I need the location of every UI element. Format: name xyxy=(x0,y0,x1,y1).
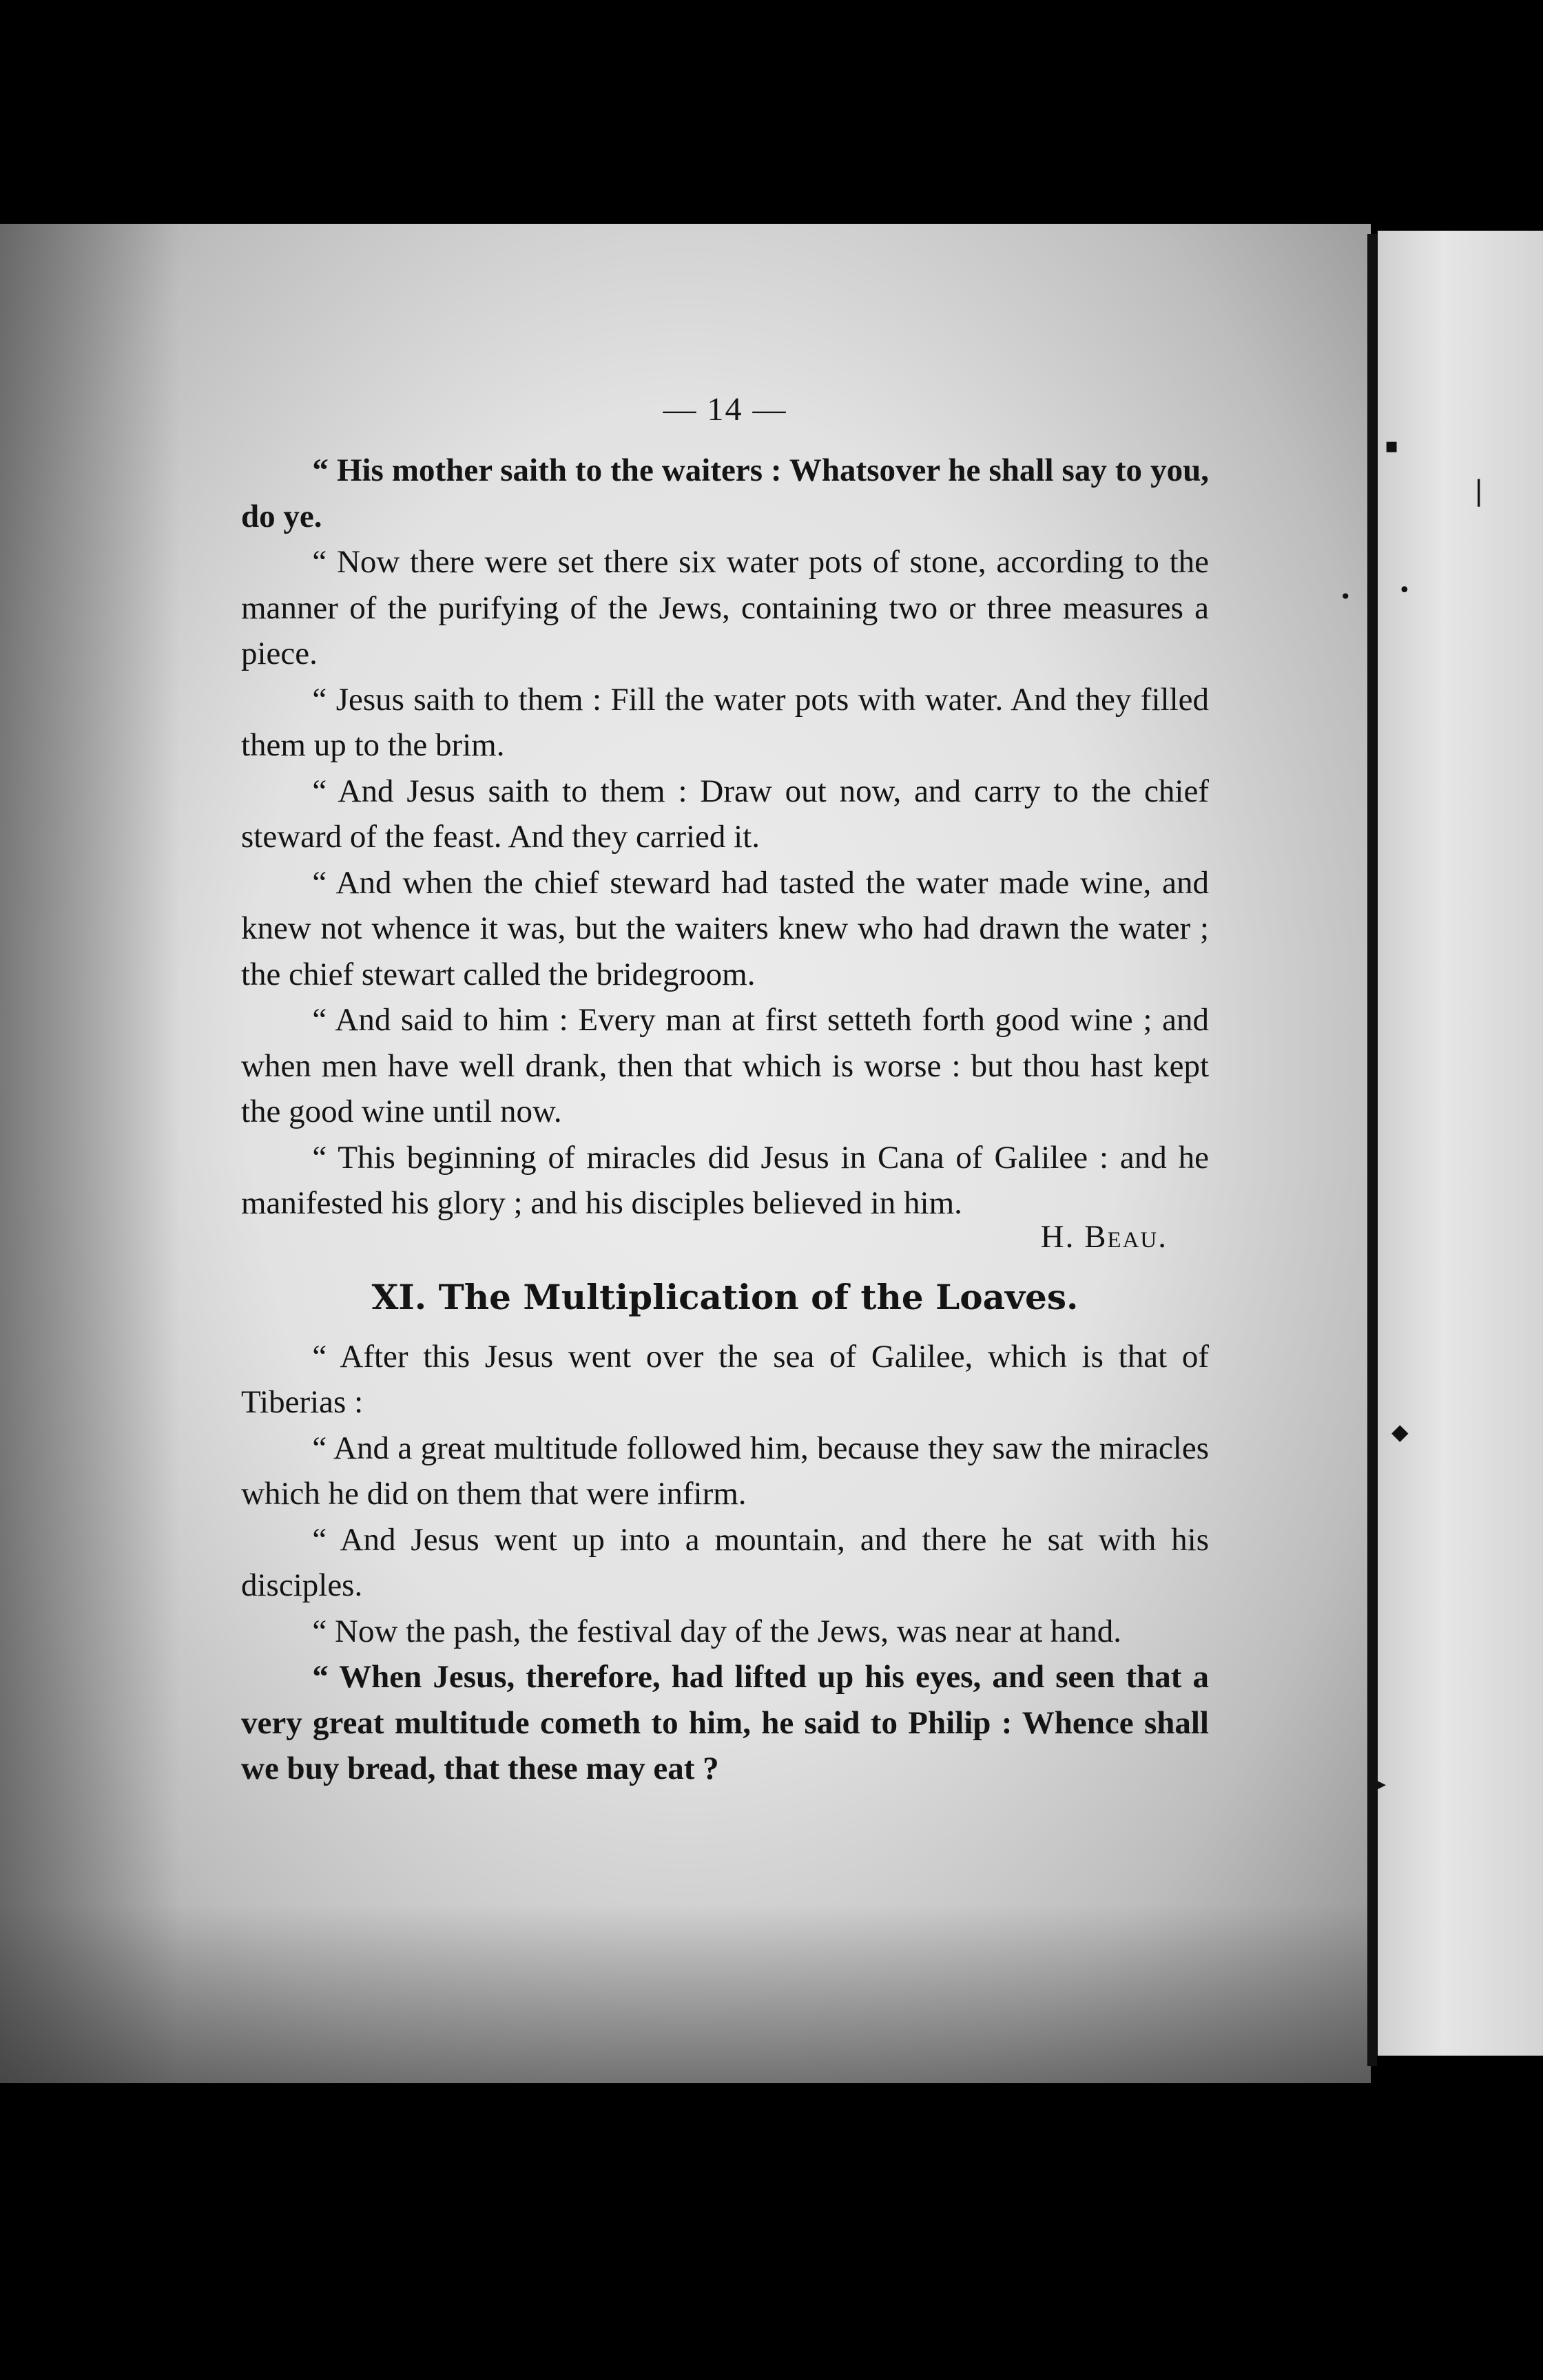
paragraph: “ And said to him : Every man at first setteth forth good wine ; and when men have well drank, then that which is worse : but thou hast kept the good wine until now. xyxy=(241,1002,1209,1129)
passage-bottom xyxy=(241,1334,1209,1792)
paragraph: “ And when the chief steward had tasted the water made wine, and knew not whence it was, but the waiters knew who had drawn the water ; the chief stewart called the bridegroom. xyxy=(241,864,1209,992)
passage-top xyxy=(241,448,1209,1226)
paragraph: “ Now the pash, the festival day of the Jews, was near at hand. xyxy=(312,1613,1122,1649)
paragraph: “ When Jesus, therefore, had lifted up his eyes, and seen that a very great multitude cometh to him, he said to Philip : Whence shall we buy bread, that these may eat ? xyxy=(241,1659,1209,1786)
paragraph: “ Jesus saith to them : Fill the water pots with water. And they filled them up to the brim. xyxy=(241,681,1209,763)
section-heading: XI. The Multiplication of the Loaves. xyxy=(371,1276,1079,1317)
margin-mark: ◆ xyxy=(1391,1419,1409,1445)
margin-mark: | xyxy=(1474,475,1484,507)
author-signature: H. Beau. xyxy=(1040,1218,1168,1255)
paragraph: “ This beginning of miracles did Jesus in Cana of Galilee : and he manifested his glory ; and his disciples believed in him. xyxy=(241,1139,1209,1221)
margin-mark: ▸ xyxy=(1374,1770,1387,1797)
paragraph: “ And a great multitude followed him, because they saw the miracles which he did on them that were infirm. xyxy=(241,1430,1209,1512)
paragraph: “ Now there were set there six water pots of stone, according to the manner of the purifying of the Jews, containing two or three measures a piece. xyxy=(241,544,1209,671)
paragraph: “ After this Jesus went over the sea of Galilee, which is that of Tiberias : xyxy=(241,1338,1209,1420)
paragraph: “ His mother saith to the waiters : Whatsover he shall say to you, do ye. xyxy=(241,452,1209,534)
page-number: — 14 — xyxy=(663,391,787,428)
paragraph: “ And Jesus saith to them : Draw out now, and carry to the chief steward of the feast. And they carried it. xyxy=(241,773,1209,855)
margin-mark: ▪ xyxy=(1385,434,1399,458)
margin-mark: • xyxy=(1340,585,1352,608)
margin-mark: • xyxy=(1398,578,1411,603)
page-text xyxy=(241,386,1209,1792)
facing-page-edge xyxy=(1378,231,1543,2056)
paragraph: “ And Jesus went up into a mountain, and there he sat with his disciples. xyxy=(241,1521,1209,1603)
